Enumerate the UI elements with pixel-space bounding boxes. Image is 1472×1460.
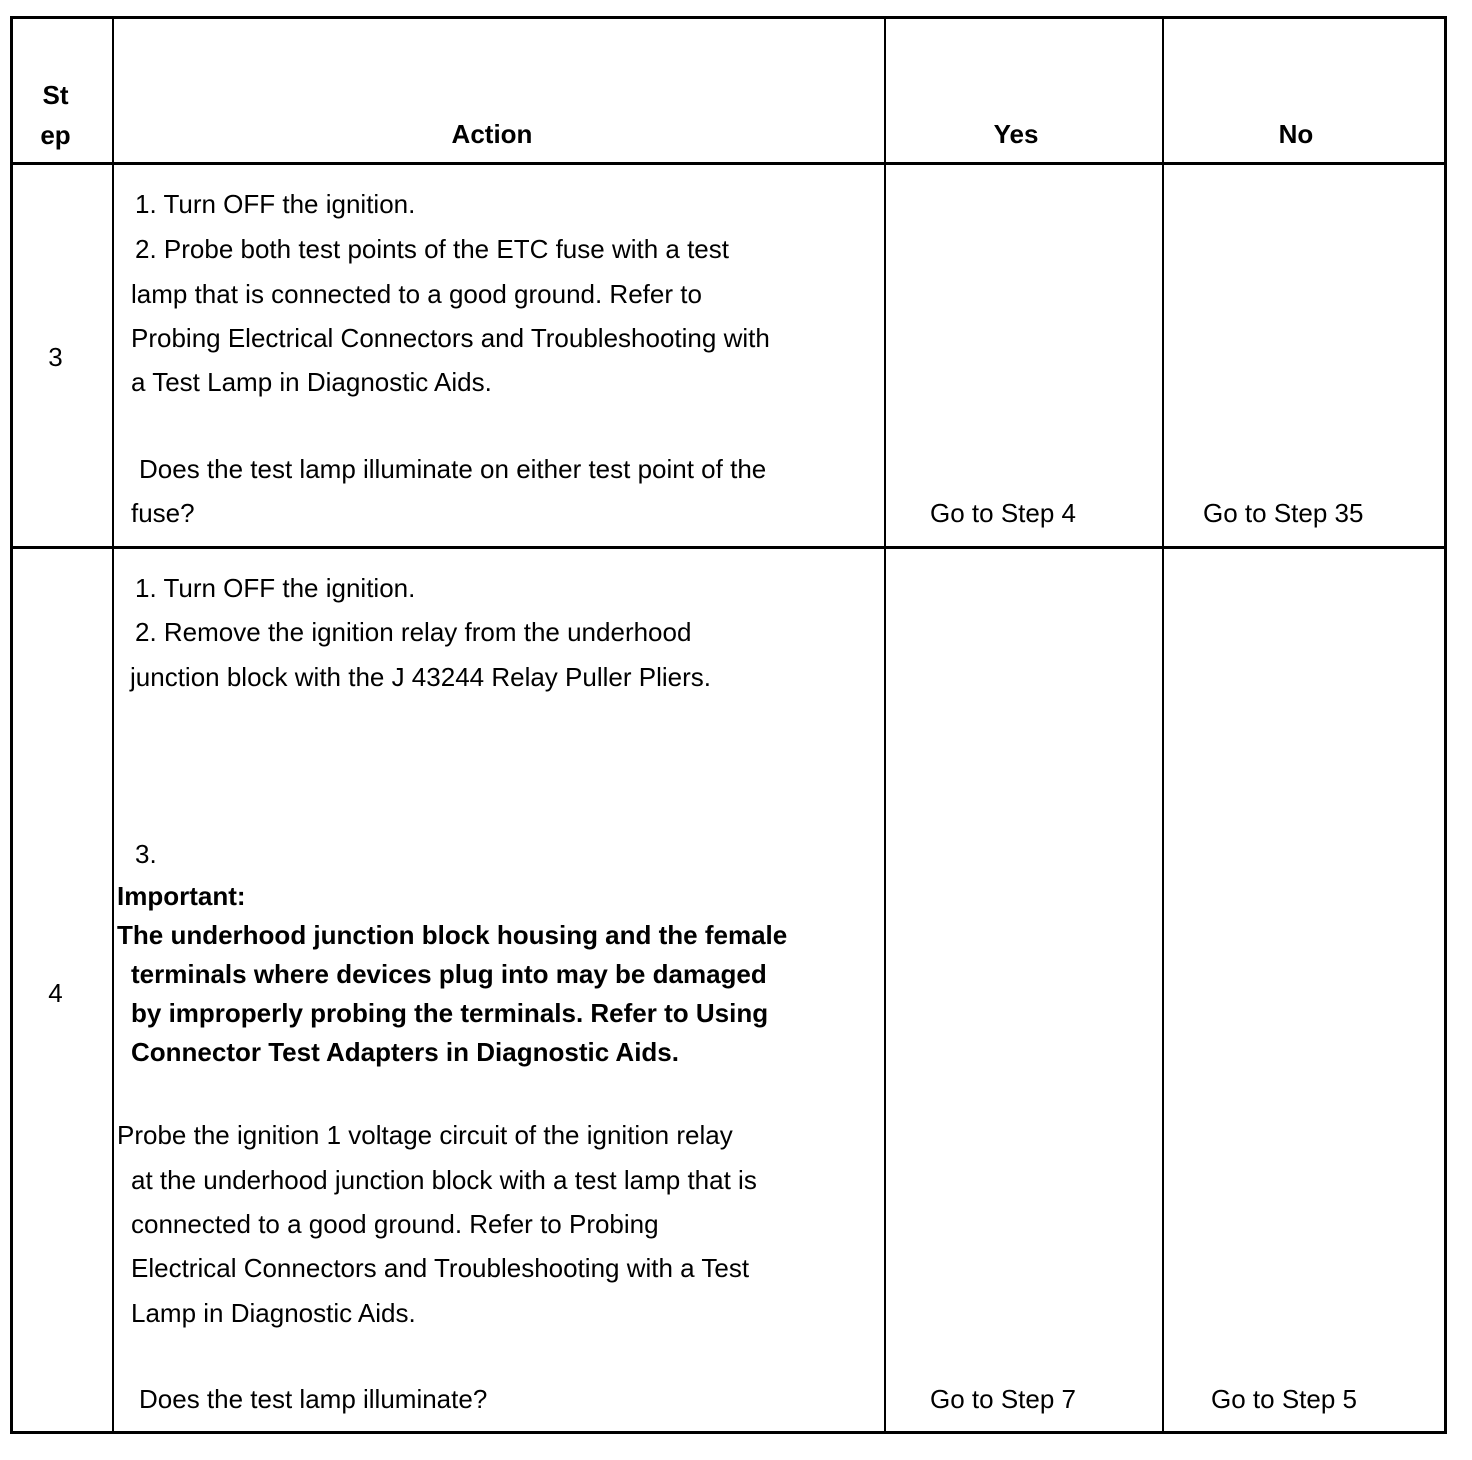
step-4-probe-line: at the underhood junction block with a test lamp that is <box>131 1165 757 1195</box>
diagnostic-table <box>10 16 1447 1434</box>
step-number-4: 4 <box>48 978 63 1008</box>
header-action: Action <box>451 119 533 149</box>
step-4-probe-line: connected to a good ground. Refer to Probing <box>131 1209 659 1239</box>
step-3-action-line: 2. Probe both test points of the ETC fuse with a test <box>135 234 729 264</box>
column-divider-action <box>884 19 886 1431</box>
important-label: Important: <box>117 881 246 911</box>
step-3-action-line: 1. Turn OFF the ignition. <box>135 189 416 219</box>
step-3-no-result: Go to Step 35 <box>1203 498 1364 528</box>
step-4-probe-line: Electrical Connectors and Troubleshooting with a Test <box>131 1253 750 1283</box>
important-note-line: by improperly probing the terminals. Refer to Using <box>131 998 769 1028</box>
header-row-divider <box>13 162 1444 165</box>
important-note-line: terminals where devices plug into may be damaged <box>131 959 767 989</box>
important-note-line: Connector Test Adapters in Diagnostic Aids. <box>131 1037 679 1067</box>
step-4-action-line: junction block with the J 43244 Relay Puller Pliers. <box>130 662 711 692</box>
step-4-question: Does the test lamp illuminate? <box>139 1384 488 1414</box>
column-divider-yes <box>1162 19 1164 1431</box>
step-3-question-line: fuse? <box>131 498 195 528</box>
header-step-line1: St <box>42 80 69 110</box>
header-no: No <box>1278 119 1314 149</box>
header-step-line2: ep <box>40 120 71 150</box>
step-4-action-line: 1. Turn OFF the ignition. <box>135 573 416 603</box>
step-3-question-line: Does the test lamp illuminate on either test point of the <box>139 454 767 484</box>
step-3-yes-result: Go to Step 4 <box>930 498 1076 528</box>
row-divider-step-3 <box>13 546 1444 549</box>
step-4-probe-line: Lamp in Diagnostic Aids. <box>131 1298 416 1328</box>
header-yes: Yes <box>993 119 1039 149</box>
column-divider-step <box>112 19 114 1431</box>
important-note-line: The underhood junction block housing and the female <box>117 920 788 950</box>
step-3-action-line: a Test Lamp in Diagnostic Aids. <box>131 367 492 397</box>
step-3-action-line: lamp that is connected to a good ground. Refer to <box>131 279 702 309</box>
step-4-probe-line: Probe the ignition 1 voltage circuit of the ignition relay <box>117 1120 733 1150</box>
step-4-action-line: 2. Remove the ignition relay from the underhood <box>135 617 692 647</box>
step-4-no-result: Go to Step 5 <box>1211 1384 1357 1414</box>
step-3-action-line: Probing Electrical Connectors and Troubleshooting with <box>131 323 770 353</box>
step-4-yes-result: Go to Step 7 <box>930 1384 1076 1414</box>
step-number-3: 3 <box>48 342 63 372</box>
step-4-action-line: 3. <box>135 839 157 869</box>
